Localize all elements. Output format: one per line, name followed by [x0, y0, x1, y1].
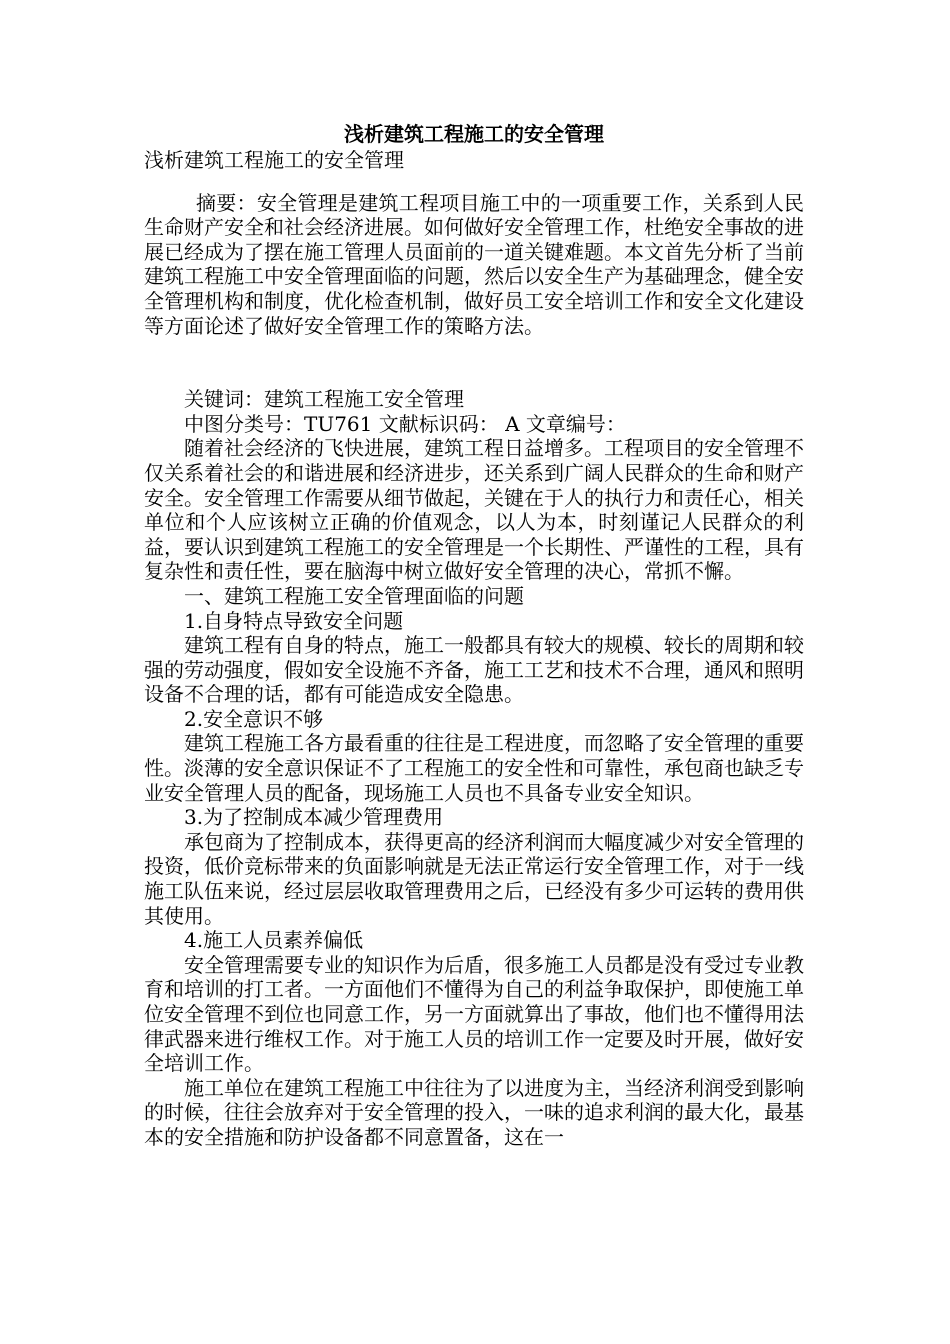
section-heading-1: 一、建筑工程施工安全管理面临的问题: [184, 583, 524, 608]
intro-paragraph: 随着社会经济的飞快进展，建筑工程日益增多。工程项目的安全管理不仅关系着社会的和谐进展和经济进步，还关系到广阔人民群众的生命和财产安全。安全管理工作需要从细节做起，关键在于人的执行力和责任心，相关单位和个人应该树立正确的价值观念，以人为本，时刻谨记人民群众的利益，要认识到建筑工程施工的安全管理是一个长期性、严谨性的工程，具有复杂性和责任性，要在脑海中树立做好安全管理的决心，常抓不懈。: [144, 436, 804, 584]
subheading-3: 3.为了控制成本减少管理费用: [184, 805, 444, 830]
abstract-paragraph: 摘要：安全管理是建筑工程项目施工中的一项重要工作，关系到人民生命财产安全和社会经济进展。如何做好安全管理工作，杜绝安全事故的进展已经成为了摆在施工管理人员面前的一道关键难题。本文首先分析了当前建筑工程施工中安全管理面临的问题，然后以安全生产为基础理念，健全安全管理机构和制度，优化检查机制，做好员工安全培训工作和安全文化建设等方面论述了做好安全管理工作的策略方法。: [144, 190, 804, 338]
subheading-2: 2.安全意识不够: [184, 706, 324, 731]
subheading-1: 1.自身特点导致安全问题: [184, 608, 404, 633]
spacer: [144, 338, 804, 387]
classification-line: 中图分类号：TU761 文献标识码： A 文章编号：: [184, 411, 626, 436]
document-subtitle: 浅析建筑工程施工的安全管理: [144, 148, 404, 172]
paragraph-4: 安全管理需要专业的知识作为后盾，很多施工人员都是没有受过专业教育和培训的打工者。一方面他们不懂得为自己的利益争取保护，即使施工单位安全管理不到位也同意工作，另一方面就算出了事故，他们也不懂得用法律武器来进行维权工作。对于施工人员的培训工作一定要及时开展，做好安全培训工作。: [144, 952, 804, 1076]
paragraph-1: 建筑工程有自身的特点，施工一般都具有较大的规模、较长的周期和较强的劳动强度，假如安全设施不齐备，施工工艺和技术不合理，通风和照明设备不合理的话，都有可能造成安全隐患。: [144, 633, 804, 707]
paragraph-5: 施工单位在建筑工程施工中往往为了以进度为主，当经济利润受到影响的时候，往往会放弃对于安全管理的投入，一味的追求利润的最大化，最基本的安全措施和防护设备都不同意置备，这在一: [144, 1075, 804, 1149]
subheading-4: 4.施工人员素养偏低: [184, 928, 364, 953]
keywords-line: 关键词：建筑工程施工安全管理: [184, 387, 464, 412]
document-title: 浅析建筑工程施工的安全管理: [344, 122, 604, 146]
paragraph-3: 承包商为了控制成本，获得更高的经济利润而大幅度减少对安全管理的投资，低价竞标带来的负面影响就是无法正常运行安全管理工作，对于一线施工队伍来说，经过层层收取管理费用之后，已经没有多少可运转的费用供其使用。: [144, 829, 804, 928]
paragraph-2: 建筑工程施工各方最看重的往往是工程进度，而忽略了安全管理的重要性。淡薄的安全意识保证不了工程施工的安全性和可靠性，承包商也缺乏专业安全管理人员的配备，现场施工人员也不具备专业安全知识。: [144, 731, 804, 805]
document-page: [144, 120, 804, 1150]
